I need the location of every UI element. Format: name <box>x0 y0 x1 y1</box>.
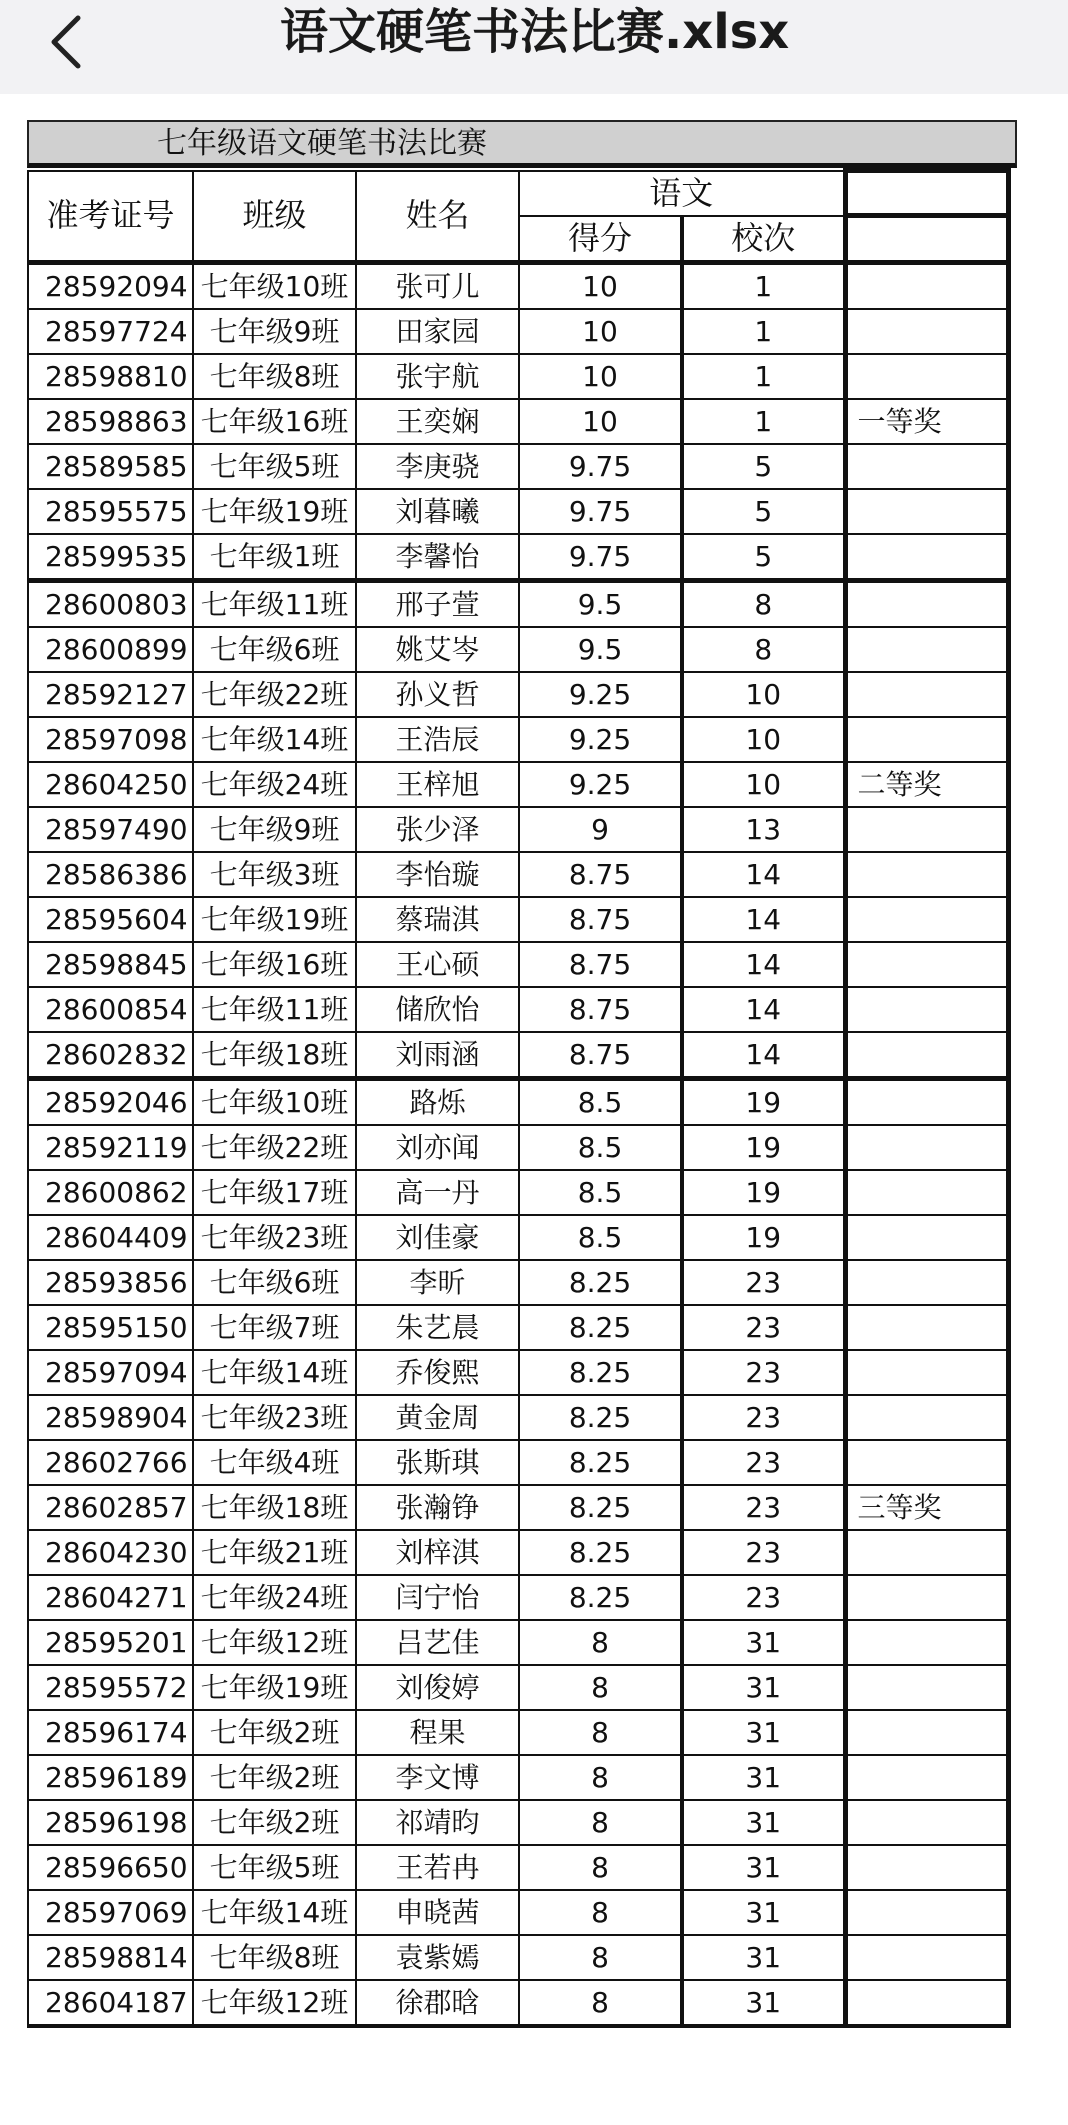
cell-rank[interactable]: 31 <box>682 1620 845 1665</box>
cell-class[interactable]: 七年级10班 <box>193 263 356 310</box>
cell-score[interactable]: 9.5 <box>519 627 682 672</box>
cell-award[interactable] <box>845 581 1008 628</box>
cell-award[interactable] <box>845 1665 1008 1710</box>
cell-score[interactable]: 10 <box>519 399 682 444</box>
table-row <box>28 1980 1008 2026</box>
cell-class[interactable]: 七年级6班 <box>193 627 356 672</box>
cell-id[interactable]: 28598810 <box>28 354 193 399</box>
table-row <box>28 672 1008 717</box>
cell-score[interactable]: 8 <box>519 1980 682 2026</box>
cell-rank[interactable]: 31 <box>682 1980 845 2026</box>
table-row <box>28 1755 1008 1800</box>
cell-award[interactable] <box>845 1440 1008 1485</box>
cell-name[interactable]: 田家园 <box>356 309 519 354</box>
cell-class[interactable]: 七年级17班 <box>193 1170 356 1215</box>
file-title: 语文硬笔书法比赛.xlsx <box>280 4 790 60</box>
cell-class[interactable]: 七年级14班 <box>193 1890 356 1935</box>
cell-rank[interactable]: 23 <box>682 1395 845 1440</box>
cell-score[interactable]: 9.25 <box>519 717 682 762</box>
cell-id[interactable]: 28600854 <box>28 987 193 1032</box>
header-award-top[interactable] <box>845 171 1008 216</box>
cell-name[interactable]: 李馨怡 <box>356 534 519 581</box>
cell-id[interactable]: 28604250 <box>28 762 193 807</box>
cell-id[interactable]: 28596650 <box>28 1845 193 1890</box>
cell-rank[interactable]: 31 <box>682 1935 845 1980</box>
header-award-bottom[interactable] <box>845 216 1008 263</box>
cell-id[interactable]: 28598814 <box>28 1935 193 1980</box>
table-row <box>28 1620 1008 1665</box>
cell-score[interactable]: 8.25 <box>519 1305 682 1350</box>
cell-id[interactable]: 28604187 <box>28 1980 193 2026</box>
cell-name[interactable]: 蔡瑞淇 <box>356 897 519 942</box>
cell-rank[interactable]: 8 <box>682 627 845 672</box>
cell-award[interactable] <box>845 1350 1008 1395</box>
cell-id[interactable]: 28595575 <box>28 489 193 534</box>
cell-score[interactable]: 8 <box>519 1620 682 1665</box>
table-row <box>28 1530 1008 1575</box>
cell-name[interactable]: 刘俊婷 <box>356 1665 519 1710</box>
cell-id[interactable]: 28596198 <box>28 1800 193 1845</box>
cell-id[interactable]: 28595572 <box>28 1665 193 1710</box>
cell-rank[interactable]: 31 <box>682 1710 845 1755</box>
header-class[interactable]: 班级 <box>193 171 356 263</box>
cell-score[interactable]: 8 <box>519 1800 682 1845</box>
cell-name[interactable]: 吕艺佳 <box>356 1620 519 1665</box>
table-row <box>28 489 1008 534</box>
cell-rank[interactable]: 10 <box>682 717 845 762</box>
cell-name[interactable]: 闫宁怡 <box>356 1575 519 1620</box>
cell-award[interactable] <box>845 1395 1008 1440</box>
sheet-banner-text: 七年级语文硬笔书法比赛 <box>157 126 487 161</box>
header-name[interactable]: 姓名 <box>356 171 519 263</box>
cell-class[interactable]: 七年级23班 <box>193 1215 356 1260</box>
table-row <box>28 1485 1008 1530</box>
cell-award[interactable]: 三等奖 <box>845 1485 1008 1530</box>
table-row <box>28 399 1008 444</box>
cell-id[interactable]: 28598845 <box>28 942 193 987</box>
cell-rank[interactable]: 23 <box>682 1575 845 1620</box>
cell-rank[interactable]: 10 <box>682 672 845 717</box>
table-row <box>28 1079 1008 1126</box>
cell-score[interactable]: 8.25 <box>519 1350 682 1395</box>
cell-id[interactable]: 28597094 <box>28 1350 193 1395</box>
cell-id[interactable]: 28595604 <box>28 897 193 942</box>
cell-award[interactable] <box>845 852 1008 897</box>
cell-name[interactable]: 孙义哲 <box>356 672 519 717</box>
cell-id[interactable]: 28592119 <box>28 1125 193 1170</box>
cell-name[interactable]: 张斯琪 <box>356 1440 519 1485</box>
table-row <box>28 897 1008 942</box>
cell-id[interactable]: 28596174 <box>28 1710 193 1755</box>
cell-class[interactable]: 七年级9班 <box>193 807 356 852</box>
cell-rank[interactable]: 23 <box>682 1530 845 1575</box>
cell-name[interactable]: 李文博 <box>356 1755 519 1800</box>
cell-class[interactable]: 七年级9班 <box>193 309 356 354</box>
table-row <box>28 852 1008 897</box>
table-row <box>28 263 1008 310</box>
cell-name[interactable]: 张少泽 <box>356 807 519 852</box>
cell-rank[interactable]: 23 <box>682 1305 845 1350</box>
cell-id[interactable]: 28597069 <box>28 1890 193 1935</box>
cell-score[interactable]: 8.5 <box>519 1170 682 1215</box>
cell-id[interactable]: 28602832 <box>28 1032 193 1079</box>
cell-id[interactable]: 28593856 <box>28 1260 193 1305</box>
cell-name[interactable]: 刘雨涵 <box>356 1032 519 1079</box>
cell-rank[interactable]: 23 <box>682 1440 845 1485</box>
cell-id[interactable]: 28604271 <box>28 1575 193 1620</box>
cell-score[interactable]: 8.75 <box>519 897 682 942</box>
cell-rank[interactable]: 10 <box>682 762 845 807</box>
table-row <box>28 987 1008 1032</box>
cell-class[interactable]: 七年级10班 <box>193 1079 356 1126</box>
cell-class[interactable]: 七年级8班 <box>193 354 356 399</box>
table-row <box>28 1350 1008 1395</box>
cell-score[interactable]: 8.25 <box>519 1575 682 1620</box>
cell-class[interactable]: 七年级1班 <box>193 534 356 581</box>
cell-class[interactable]: 七年级11班 <box>193 987 356 1032</box>
cell-score[interactable]: 8 <box>519 1845 682 1890</box>
cell-name[interactable]: 刘亦闻 <box>356 1125 519 1170</box>
cell-name[interactable]: 姚艾岑 <box>356 627 519 672</box>
cell-name[interactable]: 刘佳豪 <box>356 1215 519 1260</box>
cell-class[interactable]: 七年级24班 <box>193 1575 356 1620</box>
cell-score[interactable]: 9.75 <box>519 489 682 534</box>
cell-award[interactable] <box>845 1710 1008 1755</box>
cell-rank[interactable]: 19 <box>682 1079 845 1126</box>
cell-rank[interactable]: 1 <box>682 354 845 399</box>
cell-class[interactable]: 七年级12班 <box>193 1620 356 1665</box>
cell-award[interactable] <box>845 489 1008 534</box>
back-button[interactable] <box>40 10 100 74</box>
cell-id[interactable]: 28599535 <box>28 534 193 581</box>
cell-rank[interactable]: 19 <box>682 1125 845 1170</box>
cell-score[interactable]: 8.25 <box>519 1260 682 1305</box>
cell-award[interactable] <box>845 897 1008 942</box>
cell-id[interactable]: 28595150 <box>28 1305 193 1350</box>
table-row <box>28 942 1008 987</box>
cell-award[interactable] <box>845 987 1008 1032</box>
cell-name[interactable]: 李怡璇 <box>356 852 519 897</box>
cell-name[interactable]: 徐郡晗 <box>356 1980 519 2026</box>
table-row <box>28 581 1008 628</box>
cell-rank[interactable]: 31 <box>682 1845 845 1890</box>
cell-award[interactable] <box>845 1845 1008 1890</box>
cell-score[interactable]: 8.75 <box>519 987 682 1032</box>
cell-award[interactable] <box>845 263 1008 310</box>
chevron-left-icon <box>40 10 100 74</box>
cell-id[interactable]: 28589585 <box>28 444 193 489</box>
cell-rank[interactable]: 5 <box>682 444 845 489</box>
cell-award[interactable] <box>845 1935 1008 1980</box>
cell-rank[interactable]: 14 <box>682 852 845 897</box>
cell-award[interactable] <box>845 1079 1008 1126</box>
cell-award[interactable] <box>845 1305 1008 1350</box>
cell-score[interactable]: 8.25 <box>519 1395 682 1440</box>
table-row <box>28 1800 1008 1845</box>
cell-class[interactable]: 七年级21班 <box>193 1530 356 1575</box>
cell-award[interactable]: 一等奖 <box>845 399 1008 444</box>
cell-name[interactable]: 王若冉 <box>356 1845 519 1890</box>
cell-award[interactable] <box>845 1215 1008 1260</box>
cell-award[interactable] <box>845 1260 1008 1305</box>
cell-id[interactable]: 28595201 <box>28 1620 193 1665</box>
cell-name[interactable]: 王奕娴 <box>356 399 519 444</box>
cell-score[interactable]: 8 <box>519 1890 682 1935</box>
cell-rank[interactable]: 5 <box>682 489 845 534</box>
cell-class[interactable]: 七年级19班 <box>193 1665 356 1710</box>
cell-score[interactable]: 9.75 <box>519 534 682 581</box>
table-row <box>28 807 1008 852</box>
cell-name[interactable]: 王浩辰 <box>356 717 519 762</box>
table-row <box>28 1305 1008 1350</box>
cell-id[interactable]: 28600899 <box>28 627 193 672</box>
cell-class[interactable]: 七年级16班 <box>193 399 356 444</box>
table-row <box>28 1935 1008 1980</box>
cell-name[interactable]: 王心硕 <box>356 942 519 987</box>
cell-award[interactable] <box>845 1170 1008 1215</box>
cell-score[interactable]: 8.5 <box>519 1215 682 1260</box>
cell-rank[interactable]: 23 <box>682 1260 845 1305</box>
score-table <box>27 168 1011 2028</box>
cell-rank[interactable]: 1 <box>682 263 845 310</box>
cell-score[interactable]: 9 <box>519 807 682 852</box>
cell-name[interactable]: 李庚骁 <box>356 444 519 489</box>
cell-score[interactable]: 10 <box>519 309 682 354</box>
cell-id[interactable]: 28586386 <box>28 852 193 897</box>
cell-id[interactable]: 28602766 <box>28 1440 193 1485</box>
cell-id[interactable]: 28597724 <box>28 309 193 354</box>
table-row <box>28 1125 1008 1170</box>
header-rank[interactable]: 校次 <box>682 216 845 263</box>
header-subject[interactable]: 语文 <box>519 171 845 216</box>
table-row <box>28 534 1008 581</box>
cell-id[interactable]: 28600862 <box>28 1170 193 1215</box>
cell-class[interactable]: 七年级4班 <box>193 1440 356 1485</box>
cell-class[interactable]: 七年级18班 <box>193 1485 356 1530</box>
cell-class[interactable]: 七年级11班 <box>193 581 356 628</box>
cell-rank[interactable]: 14 <box>682 897 845 942</box>
cell-score[interactable]: 10 <box>519 263 682 310</box>
cell-score[interactable]: 8.75 <box>519 942 682 987</box>
cell-award[interactable] <box>845 534 1008 581</box>
cell-class[interactable]: 七年级12班 <box>193 1980 356 2026</box>
cell-id[interactable]: 28604409 <box>28 1215 193 1260</box>
cell-rank[interactable]: 19 <box>682 1215 845 1260</box>
cell-name[interactable]: 刘暮曦 <box>356 489 519 534</box>
header-score[interactable]: 得分 <box>519 216 682 263</box>
cell-name[interactable]: 刘梓淇 <box>356 1530 519 1575</box>
cell-rank[interactable]: 23 <box>682 1350 845 1395</box>
table-row <box>28 1890 1008 1935</box>
cell-class[interactable]: 七年级14班 <box>193 717 356 762</box>
cell-id[interactable]: 28597490 <box>28 807 193 852</box>
cell-award[interactable] <box>845 807 1008 852</box>
cell-name[interactable]: 祁靖昀 <box>356 1800 519 1845</box>
cell-score[interactable]: 8 <box>519 1755 682 1800</box>
cell-id[interactable]: 28592094 <box>28 263 193 310</box>
cell-award[interactable] <box>845 1032 1008 1079</box>
cell-rank[interactable]: 31 <box>682 1755 845 1800</box>
cell-award[interactable] <box>845 672 1008 717</box>
table-row <box>28 1395 1008 1440</box>
sheet-banner[interactable] <box>27 120 1017 168</box>
cell-class[interactable]: 七年级8班 <box>193 1935 356 1980</box>
cell-class[interactable]: 七年级19班 <box>193 897 356 942</box>
cell-class[interactable]: 七年级7班 <box>193 1305 356 1350</box>
cell-award[interactable] <box>845 444 1008 489</box>
cell-id[interactable]: 28602857 <box>28 1485 193 1530</box>
cell-rank[interactable]: 31 <box>682 1800 845 1845</box>
cell-class[interactable]: 七年级18班 <box>193 1032 356 1079</box>
cell-rank[interactable]: 13 <box>682 807 845 852</box>
cell-score[interactable]: 9.5 <box>519 581 682 628</box>
table-row <box>28 1665 1008 1710</box>
cell-class[interactable]: 七年级14班 <box>193 1350 356 1395</box>
cell-award[interactable] <box>845 1620 1008 1665</box>
cell-score[interactable]: 8 <box>519 1935 682 1980</box>
cell-name[interactable]: 路烁 <box>356 1079 519 1126</box>
cell-rank[interactable]: 31 <box>682 1665 845 1710</box>
cell-class[interactable]: 七年级22班 <box>193 672 356 717</box>
table-row <box>28 1575 1008 1620</box>
cell-name[interactable]: 乔俊熙 <box>356 1350 519 1395</box>
cell-score[interactable]: 8.25 <box>519 1440 682 1485</box>
table-row <box>28 1032 1008 1079</box>
cell-score[interactable]: 8.5 <box>519 1125 682 1170</box>
cell-class[interactable]: 七年级3班 <box>193 852 356 897</box>
cell-name[interactable]: 张瀚铮 <box>356 1485 519 1530</box>
cell-class[interactable]: 七年级24班 <box>193 762 356 807</box>
table-row <box>28 762 1008 807</box>
table-row <box>28 1710 1008 1755</box>
cell-class[interactable]: 七年级2班 <box>193 1800 356 1845</box>
cell-name[interactable]: 储欣怡 <box>356 987 519 1032</box>
cell-award[interactable] <box>845 354 1008 399</box>
cell-award[interactable] <box>845 1800 1008 1845</box>
cell-id[interactable]: 28596189 <box>28 1755 193 1800</box>
cell-id[interactable]: 28598904 <box>28 1395 193 1440</box>
cell-award[interactable]: 二等奖 <box>845 762 1008 807</box>
cell-rank[interactable]: 5 <box>682 534 845 581</box>
header-id[interactable]: 准考证号 <box>28 171 193 263</box>
cell-rank[interactable]: 1 <box>682 309 845 354</box>
cell-name[interactable]: 申晓茜 <box>356 1890 519 1935</box>
table-row <box>28 1440 1008 1485</box>
cell-score[interactable]: 9.25 <box>519 762 682 807</box>
table-row <box>28 627 1008 672</box>
table-row <box>28 1845 1008 1890</box>
cell-name[interactable]: 黄金周 <box>356 1395 519 1440</box>
cell-name[interactable]: 王梓旭 <box>356 762 519 807</box>
cell-name[interactable]: 袁紫嫣 <box>356 1935 519 1980</box>
cell-rank[interactable]: 8 <box>682 581 845 628</box>
cell-score[interactable]: 8.25 <box>519 1530 682 1575</box>
cell-award[interactable] <box>845 1890 1008 1935</box>
cell-name[interactable]: 高一丹 <box>356 1170 519 1215</box>
cell-id[interactable]: 28604230 <box>28 1530 193 1575</box>
cell-score[interactable]: 8 <box>519 1665 682 1710</box>
cell-class[interactable]: 七年级19班 <box>193 489 356 534</box>
cell-class[interactable]: 七年级23班 <box>193 1395 356 1440</box>
cell-class[interactable]: 七年级16班 <box>193 942 356 987</box>
cell-name[interactable]: 朱艺晨 <box>356 1305 519 1350</box>
cell-rank[interactable]: 23 <box>682 1485 845 1530</box>
cell-id[interactable]: 28597098 <box>28 717 193 762</box>
cell-rank[interactable]: 14 <box>682 942 845 987</box>
cell-id[interactable]: 28600803 <box>28 581 193 628</box>
cell-class[interactable]: 七年级22班 <box>193 1125 356 1170</box>
cell-name[interactable]: 张可儿 <box>356 263 519 310</box>
cell-award[interactable] <box>845 1530 1008 1575</box>
cell-name[interactable]: 程果 <box>356 1710 519 1755</box>
cell-rank[interactable]: 1 <box>682 399 845 444</box>
cell-score[interactable]: 8.25 <box>519 1485 682 1530</box>
cell-rank[interactable]: 14 <box>682 987 845 1032</box>
cell-rank[interactable]: 19 <box>682 1170 845 1215</box>
cell-score[interactable]: 8.5 <box>519 1079 682 1126</box>
cell-class[interactable]: 七年级5班 <box>193 1845 356 1890</box>
top-bar <box>0 0 1068 94</box>
cell-id[interactable]: 28592127 <box>28 672 193 717</box>
cell-name[interactable]: 李昕 <box>356 1260 519 1305</box>
cell-award[interactable] <box>845 1980 1008 2026</box>
table-row <box>28 1215 1008 1260</box>
cell-score[interactable]: 10 <box>519 354 682 399</box>
cell-class[interactable]: 七年级2班 <box>193 1755 356 1800</box>
table-row <box>28 354 1008 399</box>
cell-award[interactable] <box>845 1125 1008 1170</box>
table-row <box>28 1170 1008 1215</box>
cell-rank[interactable]: 31 <box>682 1890 845 1935</box>
cell-award[interactable] <box>845 717 1008 762</box>
cell-id[interactable]: 28592046 <box>28 1079 193 1126</box>
table-row <box>28 1260 1008 1305</box>
cell-award[interactable] <box>845 1575 1008 1620</box>
cell-class[interactable]: 七年级2班 <box>193 1710 356 1755</box>
table-row <box>28 717 1008 762</box>
cell-class[interactable]: 七年级6班 <box>193 1260 356 1305</box>
cell-score[interactable]: 8 <box>519 1710 682 1755</box>
cell-award[interactable] <box>845 309 1008 354</box>
cell-class[interactable]: 七年级5班 <box>193 444 356 489</box>
cell-name[interactable]: 张宇航 <box>356 354 519 399</box>
cell-rank[interactable]: 14 <box>682 1032 845 1079</box>
table-row <box>28 309 1008 354</box>
cell-score[interactable]: 9.25 <box>519 672 682 717</box>
cell-award[interactable] <box>845 1755 1008 1800</box>
cell-award[interactable] <box>845 942 1008 987</box>
table-row <box>28 444 1008 489</box>
cell-score[interactable]: 9.75 <box>519 444 682 489</box>
cell-name[interactable]: 邢子萱 <box>356 581 519 628</box>
cell-score[interactable]: 8.75 <box>519 1032 682 1079</box>
cell-score[interactable]: 8.75 <box>519 852 682 897</box>
cell-id[interactable]: 28598863 <box>28 399 193 444</box>
cell-award[interactable] <box>845 627 1008 672</box>
